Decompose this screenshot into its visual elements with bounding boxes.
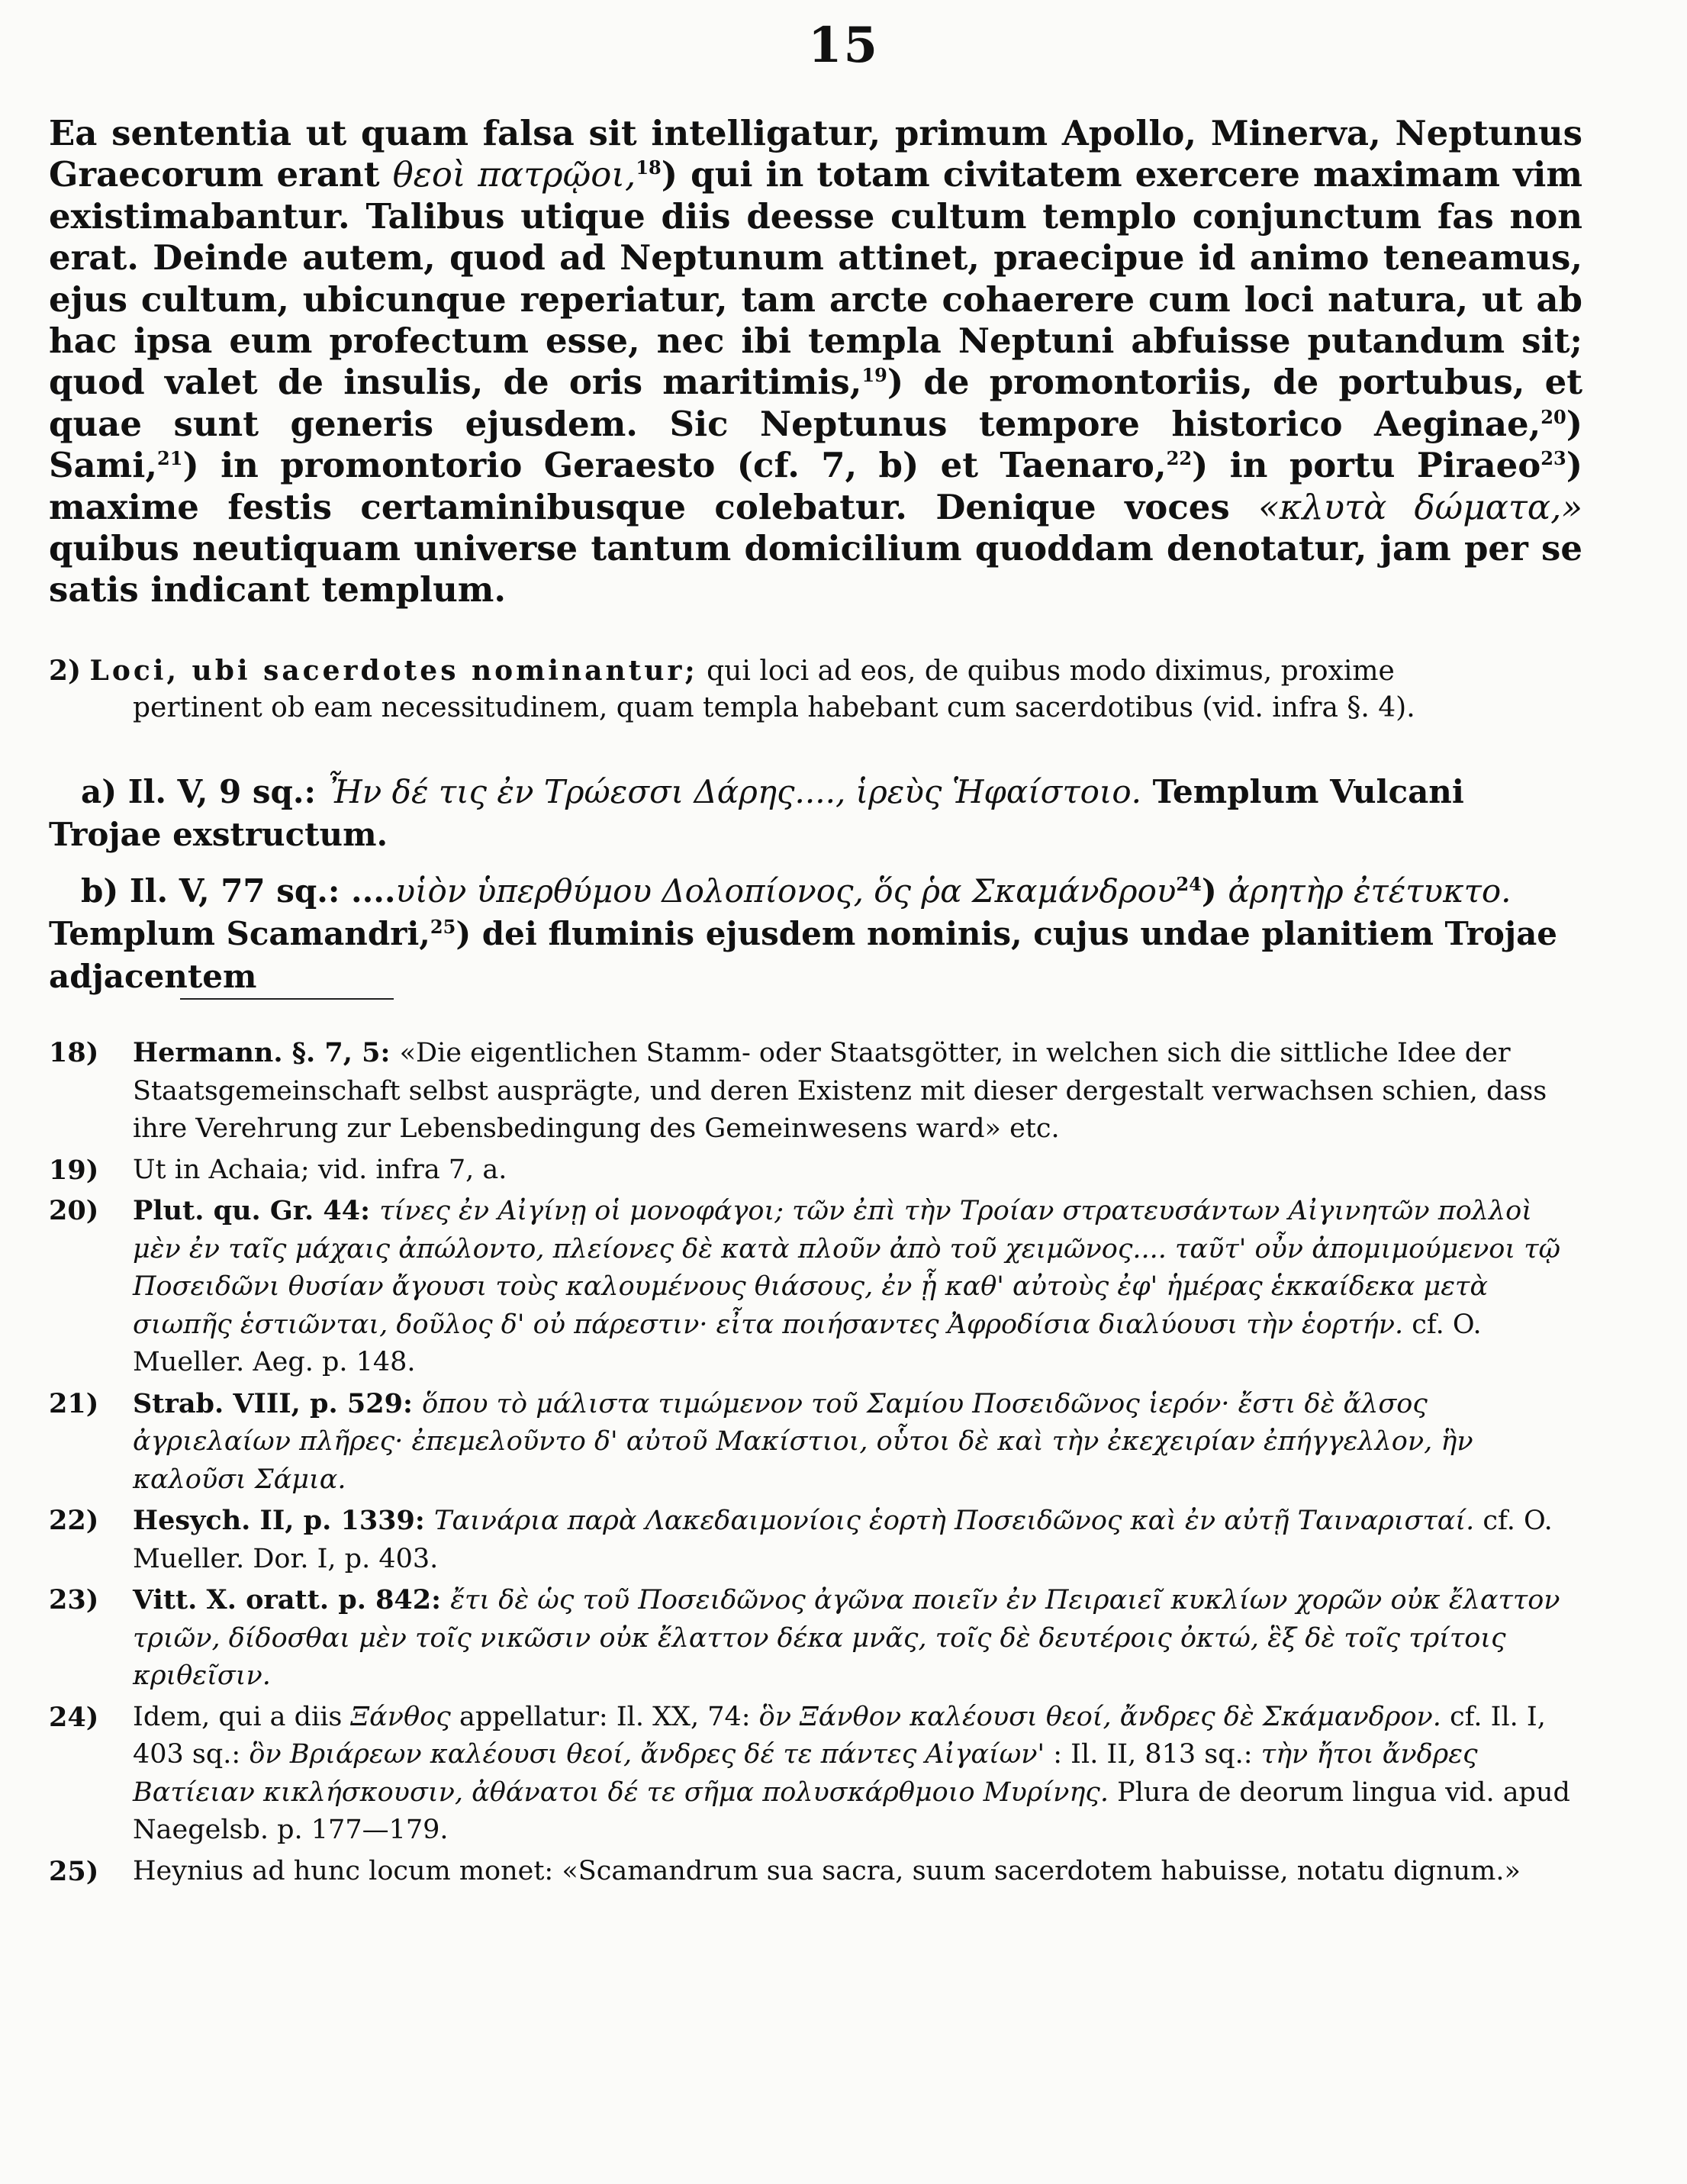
footnote-number: 25) xyxy=(49,1855,99,1887)
text-run: Il. V, 77 sq.: .... xyxy=(118,872,396,910)
text-run: ) qui in totam civitatem exercere maximam vim existimabantur. Talibus utique diis deesse cultum templo conjunctum fas non erat. Deinde autem, quod ad Neptunum attinet, praecipue id animo teneamus, ejus cultum, ubicunque reperiatur, tam arcte cohaerere cum loci natura, ut ab hac ipsa eum profectum esse, nec ibi templa Neptuni abfuisse putandum sit; quod valet de insulis, de oris maritimis, xyxy=(49,154,1582,403)
footnote xyxy=(49,1034,1582,1148)
note-source: Vitt. X. oratt. p. 842: xyxy=(133,1584,451,1615)
greek-quote: ὃν Ξάνθον καλέουσι θεοί, ἄνδρες δὲ Σκάμανδρον. xyxy=(758,1701,1441,1732)
greek-quote: ὃν Βριάρεων καλέουσι θεοί, ἄνδρες δέ τε πάντες Αἰγαίων' xyxy=(249,1739,1045,1770)
footnote-number: 20) xyxy=(49,1195,99,1226)
footnote xyxy=(49,1152,1582,1190)
footnote-body xyxy=(133,1699,1582,1850)
footnote xyxy=(49,1192,1582,1382)
text-run: quibus neutiquam universe tantum domicilium quoddam denotatur, jam per se satis indicant templum. xyxy=(49,528,1582,610)
footnote-separator xyxy=(180,998,394,1000)
footnote-body xyxy=(133,1034,1582,1148)
text-run: ) maxime festis certaminibusque colebatur. Denique voces xyxy=(49,445,1582,527)
footnote-number: 23) xyxy=(49,1584,99,1615)
page-number: 15 xyxy=(807,17,880,74)
section-2-continuation: pertinent ob eam necessitudinem, quam templa habebant cum sacerdotibus (vid. infra §. 4). xyxy=(133,692,1415,723)
text-run: cf. O. Mueller. Dor. I, p. 403. xyxy=(133,1506,1553,1574)
footnote xyxy=(49,1502,1582,1578)
footnote-ref: 24 xyxy=(1176,873,1202,895)
section-2-heading: Loci, ubi sacerdotes nominantur; xyxy=(89,655,698,687)
greek-quote: Ἦν δέ τις ἐν Τρώεσσι Δάρης...., ἱρεὺς Ἡφαίστοιο. xyxy=(327,773,1141,810)
footnotes xyxy=(49,1034,1582,1893)
footnote-body xyxy=(133,1853,1582,1891)
note-source: Hermann. §. 7, 5: xyxy=(133,1037,400,1068)
footnote-body xyxy=(133,1152,1582,1190)
items-list xyxy=(49,771,1582,1012)
text-run: Templum Scamandri, xyxy=(49,915,430,952)
text-run: Ea sententia ut quam falsa sit intelligatur, primum Apollo, Minerva, Neptunus Graecorum erant xyxy=(49,113,1582,195)
greek-quote: Ξάνθος xyxy=(350,1701,451,1732)
greek-quote: Ταινάρια παρὰ Λακεδαιμονίοις ἑορτὴ Ποσειδῶνος καὶ ἐν αὐτῇ Ταιναρισταί. xyxy=(433,1506,1475,1536)
item-label: b) xyxy=(81,872,119,910)
greek-quote: θεοὶ πατρῷοι, xyxy=(392,154,636,195)
text-run: ) xyxy=(1201,872,1228,910)
text-run: Ut in Achaia; vid. infra 7, a. xyxy=(133,1154,507,1185)
footnote-body xyxy=(133,1581,1582,1696)
footnote-number: 22) xyxy=(49,1505,99,1536)
text-run: Idem, qui a diis xyxy=(133,1701,351,1732)
footnote-ref: 19 xyxy=(861,364,887,387)
footnote-ref: 25 xyxy=(430,916,456,938)
footnote-number: 21) xyxy=(49,1387,99,1419)
footnote-number: 24) xyxy=(49,1701,99,1733)
text-run: Templum Vulcani Trojae exstructum. xyxy=(49,773,1464,853)
footnote-body xyxy=(133,1502,1582,1578)
footnote-ref: 21 xyxy=(157,447,183,470)
greek-quote: υἱὸν ὑπερθύμου Δολοπίονος, ὅς ῥα Σκαμάνδρου xyxy=(395,872,1177,910)
footnote-ref: 20 xyxy=(1541,405,1566,428)
text-run: Il. V, 9 sq.: xyxy=(117,773,327,810)
text-run: Plura de deorum lingua vid. apud Naegelsb. p. 177—179. xyxy=(133,1777,1570,1845)
footnote-ref: 22 xyxy=(1166,447,1193,470)
footnote xyxy=(49,1699,1582,1850)
section-2-label: 2) xyxy=(49,655,82,687)
section-2-text: qui loci ad eos, de quibus modo diximus, proxime xyxy=(697,656,1395,687)
footnote xyxy=(49,1581,1582,1696)
note-source: Plut. qu. Gr. 44: xyxy=(133,1195,380,1226)
text-run: : Il. II, 813 sq.: xyxy=(1045,1739,1261,1770)
footnote-ref: 23 xyxy=(1541,447,1566,470)
greek-quote: ἔτι δὲ ὡς τοῦ Ποσειδῶνος ἀγῶνα ποιεῖν ἐν Πειραιεῖ κυκλίων χορῶν οὐκ ἔλαττον τριῶν, δίδοσθαι μὲν τοῖς νικῶσιν οὐκ ἔλαττον δέκα μνᾶς, τοῖς δὲ δευτέροις ὀκτώ, ἓξ δὲ τοῖς τρίτοις κριθεῖσιν. xyxy=(133,1585,1560,1691)
text-run: ) de promontoriis, de portubus, et quae sunt generis ejusdem. Sic Neptunus tempore historico Aeginae, xyxy=(49,362,1583,444)
greek-quote: ὅπου τὸ μάλιστα τιμώμενον τοῦ Σαμίου Ποσειδῶνος ἱερόν· ἔστι δὲ ἄλσος ἀγριελαίων πλῆρες· ἐπεμελοῦντο δ' αὐτοῦ Μακίστιοι, οὗτοι δὲ καὶ τὴν ἐκεχειρίαν ἐπήγγελλον, ἣν καλοῦσι Σάμια. xyxy=(133,1388,1473,1495)
text-run: appellatur: Il. XX, 74: xyxy=(450,1701,759,1732)
text-run: «Die eigentlichen Stamm- oder Staatsgötter, in welchen sich die sittliche Idee der Staatsgemeinschaft selbst ausprägte, und deren Existenz mit dieser dergestalt verwachsen schien, dass ihre Verehrung zur Lebensbedingung des Gemeinwesens ward» etc. xyxy=(133,1038,1547,1144)
greek-quote: «κλυτὰ δώματα,» xyxy=(1258,486,1583,527)
greek-quote: τίνες ἐν Αἰγίνῃ οἱ μονοφάγοι; τῶν ἐπὶ τὴν Τροίαν στρατευσάντων Αἰγινητῶν πολλοὶ μὲν ἐν ταῖς μάχαις ἀπώλοντο, πλείονες δὲ κατὰ πλοῦν ἀπὸ τοῦ χειμῶνος.... ταῦτ' οὖν ἀπομιμούμενοι τῷ Ποσειδῶνι θυσίαν ἄγουσι τοὺς καλουμένους θιάσους, ἐν ᾗ καθ' αὐτοὺς ἐφ' ἡμέρας ἑκκαίδεκα μετὰ σιωπῆς ἑστιῶνται, δοῦλος δ' οὐ πάρεστιν· εἶτα ποιήσαντες Ἀφροδίσια διαλύουσι τὴν ἑορτήν. xyxy=(133,1196,1561,1340)
greek-quote: τὴν ἤτοι ἄνδρες Βατίειαν κικλήσκουσιν, ἀθάνατοι δέ τε σῆμα πολυσκάρθμοιο Μυρίνης. xyxy=(133,1739,1478,1808)
list-item xyxy=(49,870,1582,998)
text-run: cf. O. Mueller. Aeg. p. 148. xyxy=(133,1309,1482,1377)
main-paragraph xyxy=(49,113,1582,611)
list-item xyxy=(49,771,1582,856)
text-run: cf. Il. I, 403 sq.: xyxy=(133,1701,1546,1770)
footnote-number: 18) xyxy=(49,1037,99,1068)
footnote-number: 19) xyxy=(49,1154,99,1186)
note-source: Strab. VIII, p. 529: xyxy=(133,1387,423,1419)
text-run: ) in promontorio Geraesto (cf. 7, b) et Taenaro, xyxy=(182,445,1167,486)
footnote xyxy=(49,1853,1582,1891)
footnote-body xyxy=(133,1385,1582,1499)
greek-quote: ἀρητὴρ ἐτέτυκτο. xyxy=(1228,872,1512,910)
text-run: ) dei fluminis ejusdem nominis, cujus undae planitiem Trojae adjacentem xyxy=(49,915,1558,995)
footnote xyxy=(49,1385,1582,1499)
footnote-body xyxy=(133,1192,1582,1382)
main-text xyxy=(49,113,1582,611)
section-2-first-line xyxy=(49,652,1582,690)
item-label: a) xyxy=(81,773,118,810)
text-run: ) Sami, xyxy=(49,403,1582,486)
text-run: ) in portu Piraeo xyxy=(1192,445,1541,486)
section-2 xyxy=(49,652,1582,726)
text-run: Heynius ad hunc locum monet: «Scamandrum sua sacra, suum sacerdotem habuisse, notatu dignum.» xyxy=(133,1855,1521,1886)
footnote-ref: 18 xyxy=(636,156,662,179)
note-source: Hesych. II, p. 1339: xyxy=(133,1505,434,1536)
